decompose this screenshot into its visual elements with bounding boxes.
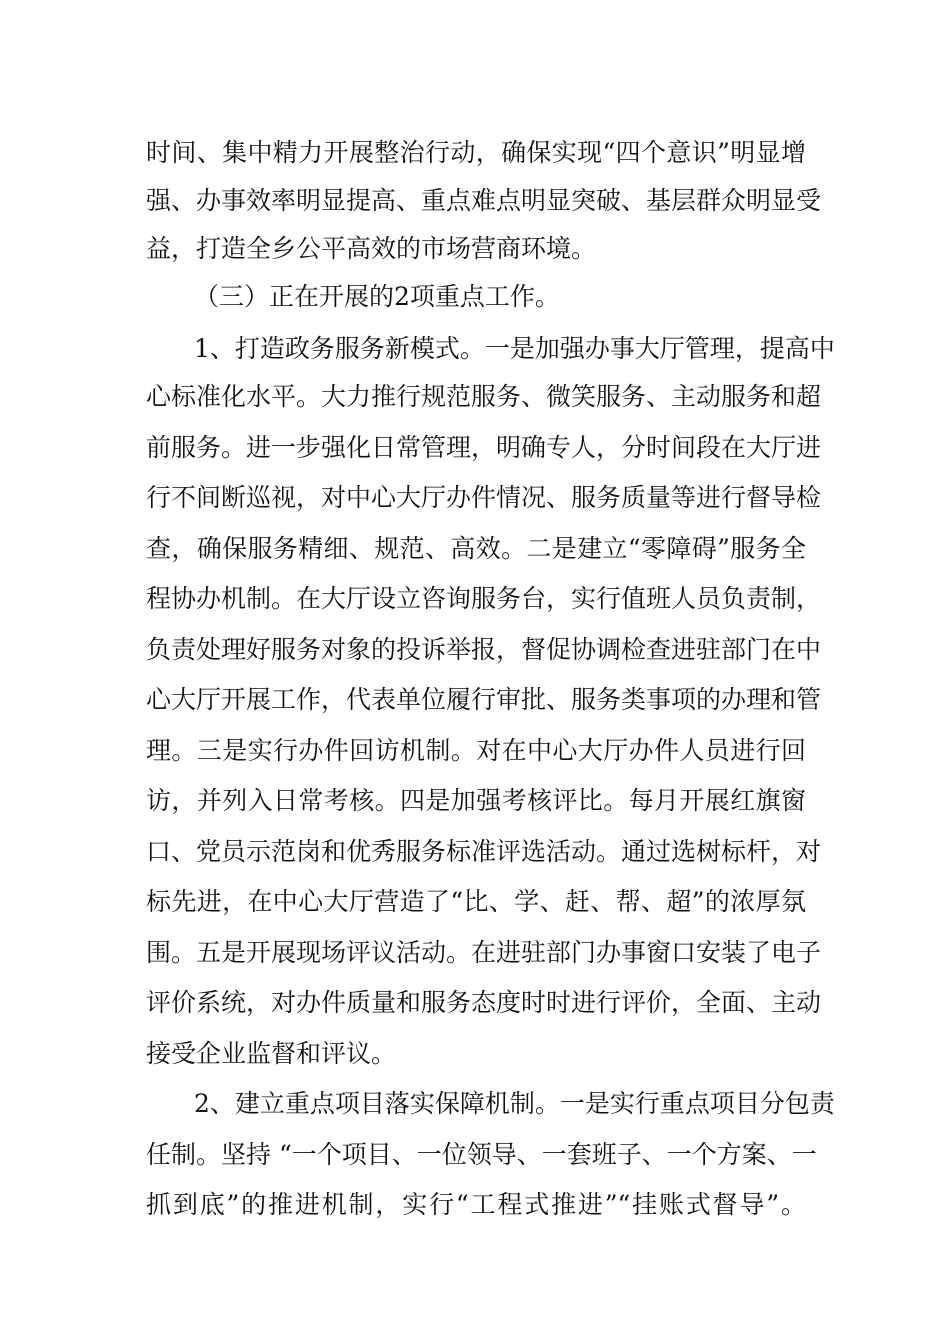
text-line: 抓到底”的推进机制，实行“工程式推进”“挂账式督导”。 (146, 1190, 806, 1219)
text-line: 时间、集中精力开展整治行动，确保实现“四个意识”明显增 (146, 138, 806, 167)
text-line: 访，并列入日常考核。四是加强考核评比。每月开展红旗窗 (146, 786, 806, 815)
text-line: 口、党员示范岗和优秀服务标准评选活动。通过选树标杆，对 (146, 837, 822, 866)
text-line: 理。三是实行办件回访机制。对在中心大厅办件人员进行回 (146, 736, 806, 765)
text-line: 评价系统，对办件质量和服务态度时时进行评价，全面、主动 (146, 988, 822, 1017)
text-line: 心大厅开展工作，代表单位履行审批、服务类事项的办理和管 (146, 685, 822, 714)
text-line: 接受企业监督和评议。 (146, 1039, 397, 1068)
text-line: 查，确保服务精细、规范、高效。二是建立“零障碍”服务全 (146, 534, 806, 563)
text-line: 负责处理好服务对象的投诉举报，督促协调检查进驻部门在中 (146, 635, 822, 664)
text-line: 任制。坚持 “一个项目、一位领导、一套班子、一个方案、一 (146, 1140, 817, 1169)
text-line: 行不间断巡视，对中心大厅办件情况、服务质量等进行督导检 (146, 483, 822, 512)
text-line: 围。五是开展现场评议活动。在进驻部门办事窗口安装了电子 (146, 938, 822, 967)
text-line: 强、办事效率明显提高、重点难点明显突破、基层群众明显受 (146, 186, 822, 215)
text-line: 程协办机制。在大厅设立咨询服务台，实行值班人员负责制， (146, 584, 822, 613)
text-line: 前服务。进一步强化日常管理，明确专人，分时间段在大厅进 (146, 433, 822, 462)
text-line: 标先进，在中心大厅营造了“比、学、赶、帮、超”的浓厚氛 (146, 887, 806, 916)
section-heading: （三）正在开展的2项重点工作。 (194, 282, 560, 311)
text-line: 益，打造全乡公平高效的市场营商环境。 (146, 234, 597, 263)
text-line: 心标准化水平。大力推行规范服务、微笑服务、主动服务和超 (146, 382, 822, 411)
paragraph-start: 2、建立重点项目落实保障机制。一是实行重点项目分包责 (194, 1089, 835, 1118)
paragraph-start: 1、打造政务服务新模式。一是加强办事大厅管理，提高中 (194, 334, 835, 363)
